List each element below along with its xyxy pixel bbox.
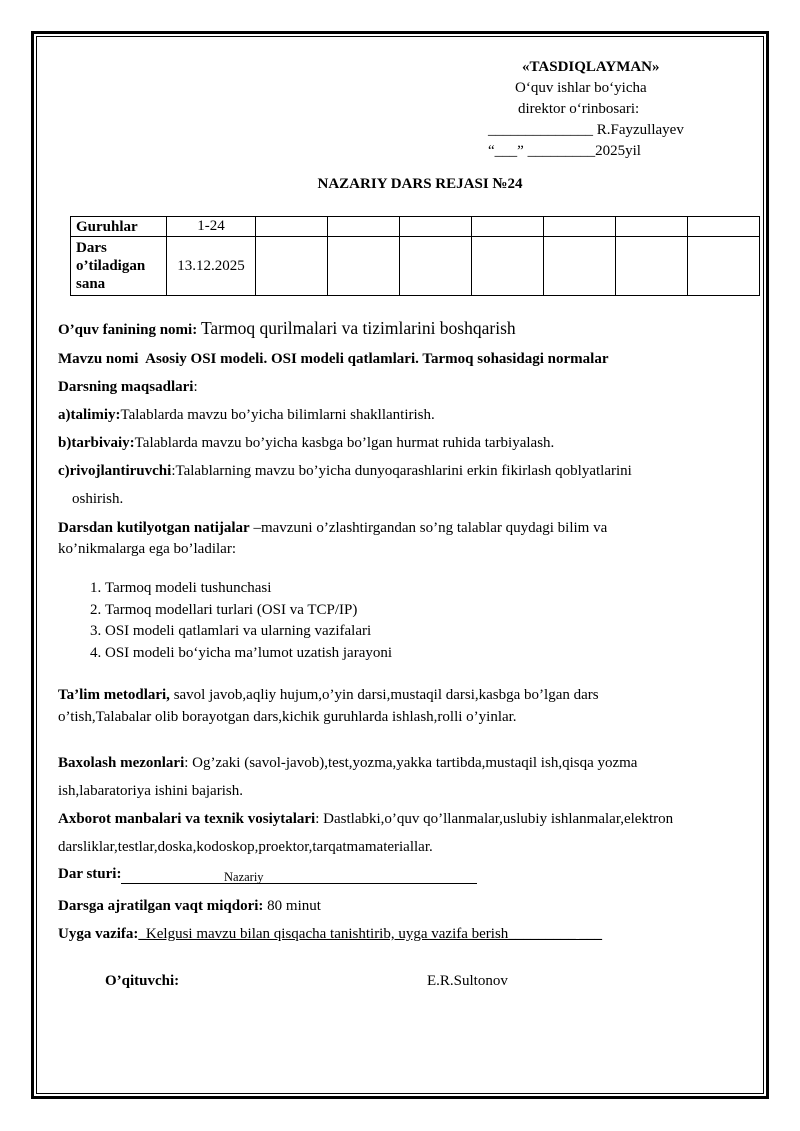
results-text-continued: ko’nikmalarga ega bo’ladilar:: [58, 541, 236, 557]
goal-b-label: b)tarbivaiy:: [58, 435, 135, 451]
results-paragraph: [58, 518, 607, 560]
assessment-line: [58, 755, 637, 772]
lesson-date-label-line: sana: [76, 276, 106, 292]
resources-text: : Dastlabki,o’quv qo’llanmalar,uslubiy ishlanmalar,elektron: [315, 811, 674, 827]
lesson-date-label: [71, 237, 167, 296]
homework-label: Uyga vazifa:: [58, 926, 139, 942]
lesson-type-underline: [121, 883, 477, 884]
methods-text: savol javob,aqliy hujum,o’yin darsi,mustaqil darsi,kasbga bo’lgan dars: [169, 687, 599, 703]
lesson-date-label-line: o’tiladigan: [76, 258, 146, 274]
goal-c-label: c)rivojlantiruvchi: [58, 463, 172, 479]
empty-cell: [544, 217, 616, 237]
empty-cell: [256, 217, 328, 237]
assessment-label: Baxolash mezonlari: [58, 755, 185, 771]
goal-a-label: a)talimiy:: [58, 407, 121, 423]
groups-value: 1-24: [167, 217, 256, 237]
methods-label: Ta’lim metodlari,: [58, 687, 170, 703]
lesson-type-line: [58, 866, 121, 883]
course-name-label: O’quv fanining nomi:: [58, 322, 198, 338]
resources-text-continued: darsliklar,testlar,doska,kodoskop,proektor,tarqatmamateriallar.: [58, 839, 433, 855]
duration-value: 80 minut: [263, 898, 321, 914]
course-name-line: [58, 318, 516, 339]
results-list: [58, 578, 392, 664]
resources-line: [58, 811, 673, 828]
resources-label: Axborot manbalari va texnik vosiytalari: [58, 811, 316, 827]
approval-line-2: direktor o‘rinbosari:: [518, 101, 640, 117]
empty-cell: [328, 217, 400, 237]
empty-cell: [256, 237, 328, 296]
teacher-name: E.R.Sultonov: [427, 973, 508, 989]
goals-colon: :: [193, 379, 198, 395]
groups-table: [70, 216, 760, 296]
empty-cell: [400, 217, 472, 237]
empty-cell: [472, 217, 544, 237]
lesson-type-label: Dar sturi: [58, 866, 117, 882]
empty-cell: [616, 237, 688, 296]
topic-value: Asosiy OSI modeli. OSI modeli qatlamlari. Tarmoq sohasidagi normalar: [145, 351, 609, 367]
results-text: –mavzuni o’zlashtirgandan so’ng talablar quydagi bilim va: [249, 520, 608, 536]
approval-signature-line: ______________ R.Fayzullayev: [488, 122, 684, 138]
list-item: 4. OSI modeli bo‘yicha ma’lumot uzatish jarayoni: [105, 643, 392, 665]
lesson-date-value: 13.12.2025: [167, 237, 256, 296]
empty-cell: [544, 237, 616, 296]
assessment-text-continued: ish,labaratoriya ishini bajarish.: [58, 783, 243, 799]
lesson-type-colon: :: [116, 866, 122, 882]
empty-cell: [688, 237, 760, 296]
goal-b-line: [58, 435, 554, 452]
goals-heading: Darsning maqsadlari: [58, 379, 194, 395]
empty-cell: [688, 217, 760, 237]
list-item: 2. Tarmoq modellari turlari (OSI va TCP/IP): [105, 600, 392, 622]
results-label: Darsdan kutilyotgan natijalar: [58, 520, 250, 536]
duration-line: [58, 898, 321, 915]
duration-label: Darsga ajratilgan vaqt miqdori:: [58, 898, 264, 914]
methods-text-continued: o’tish,Talabalar olib borayotgan dars,kichik guruhlarda ishlash,rolli o’yinlar.: [58, 709, 517, 725]
document-title: NAZARIY DARS REJASI №24: [317, 176, 523, 192]
approval-title: «TASDIQLAYMAN»: [522, 59, 660, 75]
lesson-type-value: Nazariy: [224, 870, 264, 884]
list-item: 3. OSI modeli qatlamlari va ularning vazifalari: [105, 621, 392, 643]
empty-cell: [616, 217, 688, 237]
approval-block: [488, 57, 684, 162]
goal-c-text: :Talablarning mavzu bo’yicha dunyoqarashlarini erkin fikirlash qoblyatlarini: [171, 463, 632, 479]
methods-paragraph: [58, 684, 599, 728]
empty-cell: [472, 237, 544, 296]
goal-a-line: [58, 407, 435, 424]
table-row: [71, 237, 760, 296]
topic-label: Mavzu nomi: [58, 351, 139, 367]
homework-line: [58, 926, 602, 943]
teacher-label: O’qituvchi:: [105, 973, 180, 989]
goal-c-text-continued: oshirish.: [72, 491, 124, 507]
table-row: [71, 217, 760, 237]
homework-value: _Kelgusi mavzu bilan qisqacha tanishtirib, uyga vazifa berish_________ ___: [138, 926, 603, 942]
goal-c-line: [58, 463, 632, 480]
list-item: 1. Tarmoq modeli tushunchasi: [105, 578, 392, 600]
course-name-value: Tarmoq qurilmalari va tizimlarini boshqarish: [200, 318, 516, 338]
empty-cell: [328, 237, 400, 296]
approval-date-line: “___” _________2025yil: [488, 143, 641, 159]
goals-heading-line: [58, 379, 198, 396]
topic-line: [58, 351, 609, 368]
approval-line-1: O‘quv ishlar bo‘yicha: [515, 80, 647, 96]
goal-a-text: Talablarda mavzu bo’yicha bilimlarni shakllantirish.: [120, 407, 435, 423]
assessment-text: : Og’zaki (savol-javob),test,yozma,yakka tartibda,mustaqil ish,qisqa yozma: [184, 755, 638, 771]
goal-b-text: Talablarda mavzu bo’yicha kasbga bo’lgan hurmat ruhida tarbiyalash.: [134, 435, 555, 451]
lesson-date-label-line: Dars: [76, 240, 107, 256]
groups-label: Guruhlar: [71, 217, 167, 237]
empty-cell: [400, 237, 472, 296]
